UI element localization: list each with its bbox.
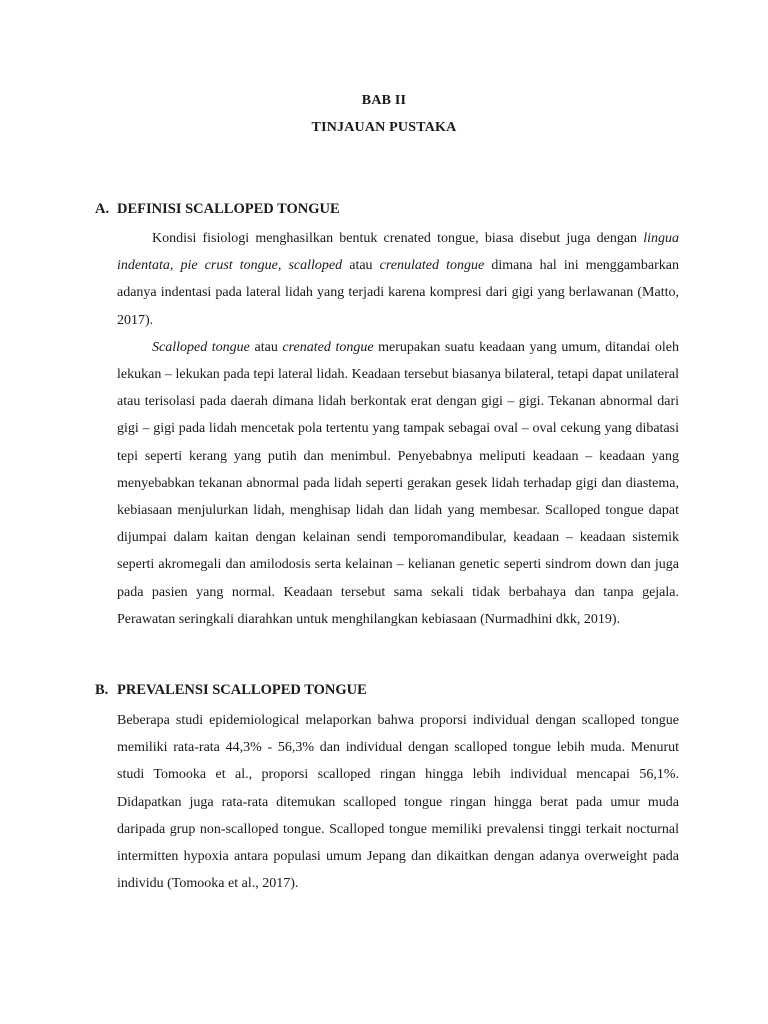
text-run: Beberapa studi epidemiological melaporkan bahwa proporsi individual dengan scalloped tongue memiliki rata-rata 44,3% - 56,3% dan individual dengan scalloped tongue lebih muda. Menurut studi Tomooka et al., proporsi scalloped ringan hingga lebih individual mencapai 56,1%. Didapatkan juga rata-rata ditemukan scalloped tongue ringan hingga berat pada umur muda daripada grup non-scalloped tongue. Scalloped tongue memiliki prevalensi tinggi terkait nocturnal intermitten hypoxia antara populasi umum Jepang dan dikaitkan dengan adanya overweight pada individu (Tomooka et al., 2017). — [117, 713, 679, 892]
paragraph — [117, 707, 679, 897]
section-body-prevalensi — [117, 707, 679, 897]
text-run-italic: crenated tongue — [282, 339, 374, 355]
text-run: merupakan suatu keadaan yang umum, ditandai oleh lekukan – lekukan pada tepi lateral lidah. Keadaan tersebut biasanya bilateral, tetapi dapat unilateral atau terisolasi pada daerah dimana lidah berkontak erat dengan gigi – gigi. Tekanan abnormal dari gigi – gigi pada lidah mencetak pola tertentu yang tampak sebagai oval – oval cekung yang dibatasi tepi seperti kerang yang putih dan menimbul. Penyebabnya meliputi keadaan – keadaan yang menyebabkan tekanan abnormal pada lidah seperti gerakan gesek lidah terhadap gigi dan diastema, kebiasaan menjulurkan lidah, menghisap lidah dan lidah yang membesar. Scalloped tongue dapat dijumpai dalam kaitan dengan kelainan sendi temporomandibular, keadaan – keadaan sistemik seperti akromegali dan amilodosis serta kelainan – kelianan genetic seperti sindrom down dan juga pada pasien yang normal. Keadaan tersebut sama sekali tidak berbahaya dan tanpa gejala. Perawatan seringkali diarahkan untuk menghilangkan kebiasaan (Nurmadhini dkk, 2019). — [117, 339, 679, 627]
section-title: PREVALENSI SCALLOPED TONGUE — [117, 682, 367, 698]
text-run-italic: Scalloped tongue — [152, 339, 250, 355]
section-heading-definisi — [95, 201, 340, 218]
paragraph — [117, 225, 679, 334]
text-run: Kondisi fisiologi menghasilkan bentuk crenated tongue, biasa disebut juga dengan — [152, 231, 644, 246]
chapter-title: TINJAUAN PUSTAKA — [311, 120, 457, 135]
section-heading-prevalensi — [95, 682, 367, 699]
text-run-italic: crenulated tongue — [379, 258, 485, 274]
text-run: atau — [249, 339, 283, 355]
section-letter: A. — [95, 201, 110, 217]
paragraph — [117, 334, 679, 633]
section-title: DEFINISI SCALLOPED TONGUE — [117, 201, 340, 217]
text-run-italic: lingua indentata, pie crust tongue, scalloped — [117, 231, 679, 274]
section-body-definisi — [117, 225, 679, 633]
section-letter: B. — [95, 682, 109, 698]
text-run: atau — [342, 258, 380, 274]
chapter-number: BAB II — [361, 93, 407, 108]
text-run: dimana hal ini menggambarkan adanya indentasi pada lateral lidah yang terjadi karena kompresi dari gigi yang berlawanan (Matto, 2017). — [117, 258, 679, 328]
